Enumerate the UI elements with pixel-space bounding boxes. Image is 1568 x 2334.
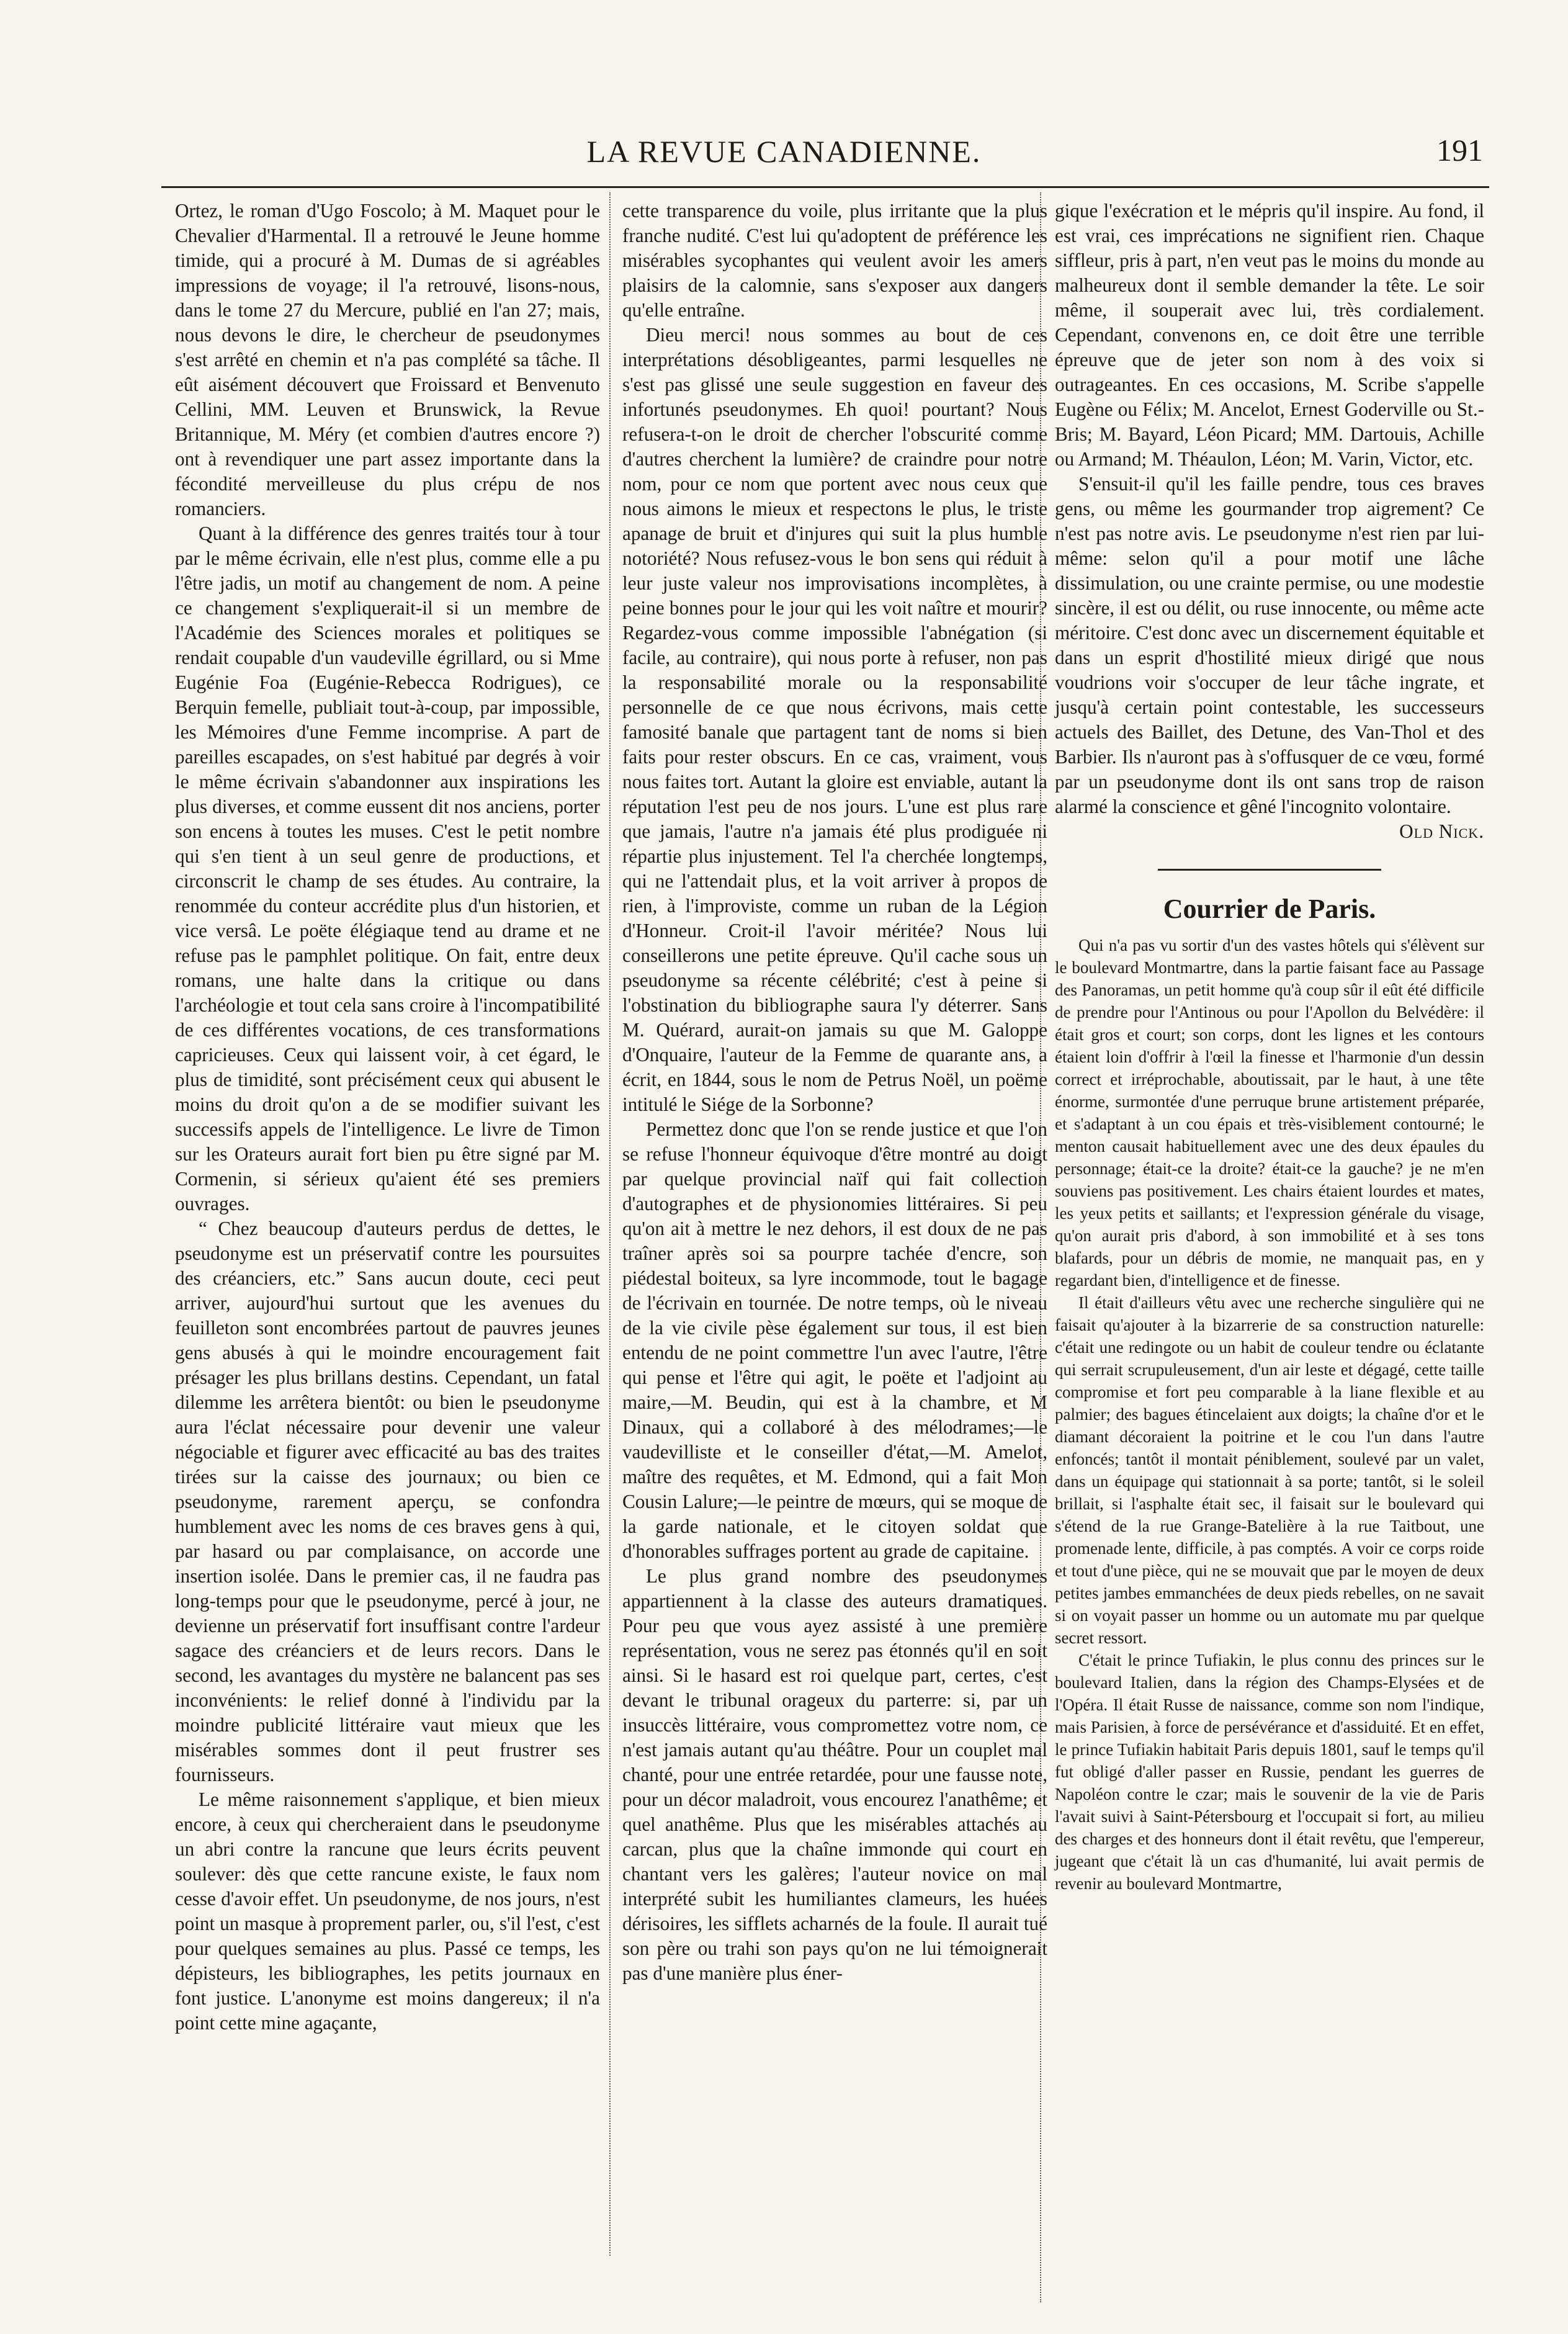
paragraph: Qui n'a pas vu sortir d'un des vastes hôtels qui s'élèvent sur le boulevard Montmartre, dans la partie faisant face au Passage des Panoramas, un petit homme qu'à coup sûr il eût été difficile de prendre pour l'Antinous ou pour l'Apollon du Belvédère: il était gros et court; son corps, dont les lignes et les contours étaient loin d'offrir à l'œil la finesse et l'harmonie d'un dessin correct et irréprochable, aboutissait, par le haut, à une tête énorme, surmontée d'une perruque brune artistement préparée, et s'adaptant à un cou épais et très-visiblement contourné; le menton causait habituellement avec une des deux épaules du personnage; était-ce la droite? était-ce la gauche? je ne m'en souviens pas positivement. Les chairs étaient lourdes et mates, les yeux petits et saillants; et l'expression générale du visage, qu'on aurait pris d'abord, à son immobilité et à ses tons blafards, pour un débris de momie, ne manquait pas, en y regardant bien, d'intelligence et de finesse. <box>1055 936 1484 1290</box>
section-title: Courrier de Paris. <box>1163 894 1376 924</box>
paragraph: Le même raisonnement s'applique, et bien mieux encore, à ceux qui chercheraient dans le pseudonyme un abri contre la rancune que leurs écrits peuvent soulever: dès que cette rancune existe, le faux nom cesse d'avoir effet. Un pseudonyme, de nos jours, n'est point un masque à proprement parler, ou, s'il l'est, c'est pour quelques semaines au plus. Passé ce temps, les dépisteurs, les bibliographes, les petits journaux en font justice. L'anonyme est moins dangereux; il n'a point cette mine agaçante, <box>175 1789 600 2034</box>
column-separator <box>609 192 611 2256</box>
author-signature: Old Nick. <box>1399 820 1484 842</box>
paragraph: Le plus grand nombre des pseudonymes appartiennent à la classe des auteurs dramatiques. Pour peu que vous ayez assisté à une première représentation, vous ne serez pas étonnés qu'il en soit ainsi. Si le hasard est roi quelque part, certes, c'est devant le tribunal orageux du parterre: si, par un insuccès littéraire, vous compromettez votre nom, ce n'est jamais autant qu'au théâtre. Pour un couplet mal chanté, pour une entrée retardée, pour une fausse note, pour un décor maladroit, vous encourez l'anathême; et quel anathême. Plus que les misérables attachés au carcan, plus que la chaîne immonde qui court en chantant vers les galères; l'auteur novice on mal interprété subit les humiliantes clameurs, les huées dérisoires, les sifflets acharnés de la foule. Il aurait tué son père ou trahi son pays qu'on ne lui témoignerait pas d'une manière plus éner- <box>622 1565 1047 1984</box>
paragraph: Permettez donc que l'on se rende justice et que l'on se refuse l'honneur équivoque d'être montré au doigt par quelque provincial naïf qui fait collection d'autographes et de physionomies littéraires. Si peu qu'on ait à mettre le nez dehors, il est doux de ne pas traîner après soi sa pourpre tachée d'encre, son piédestal boiteux, sa lyre incommode, tout le bagage de l'écrivain en tournée. De notre temps, où le niveau de la vie civile pèse également sur tous, il est bien entendu de ne point commettre l'un avec l'autre, l'être qui pense et l'être qui agit, le poëte et l'adjoint au maire,—M. Beudin, qui est à la chambre, et M Dinaux, qui a collaboré à des mélodrames;—le vaudevilliste et le conseiller d'état,—M. Amelot, maître des requêtes, et M. Edmond, qui a fait Mon Cousin Lalure;—le peintre de mœurs, qui se moque de la garde nationale, et le citoyen soldat que d'honorables suffrages portent au grade de capitaine. <box>622 1118 1047 1562</box>
paragraph: S'ensuit-il qu'il les faille pendre, tous ces braves gens, ou même les gourmander trop aigrement? Ce n'est pas notre avis. Le pseudonyme n'est rien par lui-même: selon qu'il a pour motif une lâche dissimulation, ou une crainte permise, ou une modestie sincère, il est ou délit, ou ruse innocente, ou même acte méritoire. C'est donc avec un discernement équitable et dans un esprit d'hostilité mieux dirigé que nous voudrions voir s'occuper de leur tâche ingrate, et jusqu'à certain point contestable, les successeurs actuels des Baillet, des Detune, des Van-Thol et des Barbier. Ils n'auront pas à s'offusquer de ce vœu, formé par un pseudonyme dont ils ont sans trop de raison alarmé la conscience et gêné l'incognito volontaire. <box>1055 473 1484 817</box>
header-rule <box>161 186 1489 188</box>
section-body <box>1055 934 1484 1895</box>
section-rule <box>1158 869 1381 871</box>
column-1 <box>175 199 600 2036</box>
running-title: LA REVUE CANADIENNE. <box>586 134 982 169</box>
page-number: 191 <box>1436 133 1483 168</box>
paragraph: gique l'exécration et le mépris qu'il inspire. Au fond, il est vrai, ces imprécations ne signifient rien. Chaque siffleur, pris à part, n'en veut pas le moins du monde au malheureux dont il semble demander la tête. Le soir même, il souperait avec lui, très cordialement. Cependant, convenons en, ce doit être une terrible épreuve que de jeter son nom à des voix si outrageantes. En ces occasions, M. Scribe s'appelle Eugène ou Félix; M. Ancelot, Ernest Goderville ou St.-Bris; M. Bayard, Léon Picard; MM. Dartouis, Achille ou Armand; M. Théaulon, Léon; M. Varin, Victor, etc. <box>1055 200 1484 470</box>
paragraph: Quant à la différence des genres traités tour à tour par le même écrivain, elle n'est plus, comme elle a pu l'être jadis, un motif au changement de nom. A peine ce changement s'expliquerait-il si un membre de l'Académie des Sciences morales et politiques se rendait coupable d'un vaudeville égrillard, ou si Mme Eugénie Foa (Eugénie-Rebecca Rodrigues), ce Berquin femelle, publiait tout-à-coup, par impossible, les Mémoires d'une Femme incomprise. A part de pareilles escapades, on s'est habitué par degrés à voir le même écrivain s'abandonner aux inspirations les plus diverses, et comme eussent dit nos anciens, porter son encens à toutes les muses. C'est le petit nombre qui s'en tient à un seul genre de productions, et circonscrit le champ de ses études. Au contraire, la renommée du conteur accrédite plus d'un historien, et vice versâ. Le poëte élégiaque tend au drame et ne refuse pas le pamphlet politique. On fait, entre deux romans, une halte dans la critique ou dans l'archéologie et tout cela sans croire à l'incompatibilité de ces différentes vocations, de ces transformations capricieuses. Ceux qui laissent voir, à cet égard, le plus de timidité, sont précisément ceux qui abusent le moins du droit qu'on a de se modifier suivant les successifs appels de l'intelligence. Le livre de Timon sur les Orateurs aurait fort bien pu être signé par M. Cormenin, si sérieux qu'aient été ses premiers ouvrages. <box>175 523 600 1214</box>
paragraph: Il était d'ailleurs vêtu avec une recherche singulière qui ne faisait qu'ajouter à la bizarrerie de sa construction naturelle: c'était une redingote ou un habit de couleur tendre ou éclatante qui serrait scrupuleusement, d'un air leste et dégagé, cette taille compromise et fort peu comparable à la liane flexible et au palmier; des bagues étincelaient aux doigts; la chaîne d'or et le diamant décoraient la poitrine et le cou l'un dans l'autre enfoncés; tantôt il montait péniblement, soulevé par un valet, dans un équipage qui stationnait à sa porte; tantôt, si le soleil brillait, si l'asphalte était sec, il faisait sur le boulevard qui s'étend de la rue Grange-Batelière à la rue Taitbout, une promenade lente, difficile, à pas comptés. A voir ce corps roide et tout d'une pièce, qui ne se mouvait que par le moyen de deux petites jambes emmanchées de deux pieds rebelles, on ne savait si on voyait passer un homme ou un automate mu par quelque secret ressort. <box>1055 1293 1484 1647</box>
paragraph: Ortez, le roman d'Ugo Foscolo; à M. Maquet pour le Chevalier d'Harmental. Il a retrouvé le Jeune homme timide, qui a procuré à M. Dumas de si agréables impressions de voyage; il l'a retrouvé, lisons-nous, dans le tome 27 du Mercure, publié en l'an 27; mais, nous devons le dire, le chercheur de pseudonymes s'est arrêté en chemin et n'a pas complété sa tâche. Il eût aisément découvert que Froissard et Benvenuto Cellini, MM. Leuven et Brunswick, la Revue Britannique, M. Méry (et combien d'autres encore ?) ont à revendiquer une part assez importante dans la fécondité merveilleuse du plus crépu de nos romanciers. <box>175 200 600 519</box>
column-2 <box>622 199 1047 1986</box>
paragraph: cette transparence du voile, plus irritante que la plus franche nudité. C'est lui qu'adoptent de préférence les misérables sycophantes qui veulent avoir les amers plaisirs de la calomnie, sans s'exposer aux dangers qu'elle entraîne. <box>622 200 1047 321</box>
paragraph: “ Chez beaucoup d'auteurs perdus de dettes, le pseudonyme est un préservatif contre les poursuites des créanciers, etc.” Sans aucun doute, ceci peut arriver, aujourd'hui surtout que les avenues du feuilleton sont encombrées partout de pauvres jeunes gens abusés à qui le moindre encouragement fait présager les plus brillans destins. Cependant, un fatal dilemme les arrêtera bientôt: ou bien le pseudonyme aura l'éclat nécessaire pour devenir une valeur négociable et figurer avec efficacité au bas des traites tirées sur la caisse des journaux; ou bien ce pseudonyme, rarement aperçu, se confondra humblement avec les noms de ces braves gens à qui, par hasard ou par complaisance, on accorde une insertion isolée. Dans le premier cas, il ne faudra pas long-temps pour que le pseudonyme, percé à jour, ne devienne un préservatif fort insuffisant contre l'ardeur sagace des créanciers et de leurs recors. Dans le second, les avantages du mystère ne balancent pas ses inconvénients: le relief donné à l'individu par la moindre publicité littéraire vaut mieux que les misérables sommes dont il peut frustrer ses fournisseurs. <box>175 1218 600 1785</box>
paragraph: C'était le prince Tufiakin, le plus connu des princes sur le boulevard Italien, dans la région des Champs-Elysées et de l'Opéra. Il était Russe de naissance, comme son nom l'indique, mais Parisien, à force de persévérance et d'assiduité. Et en effet, le prince Tufiakin habitait Paris depuis 1801, sauf le temps qu'il fut obligé d'aller passer en Russie, pendant les guerres de Napoléon contre le czar; mais le souvenir de la vie de Paris l'avait suivi à Saint-Pétersbourg et l'occupait si fort, au milieu des charges et des honneurs dont il était revêtu, que l'empereur, jugeant que c'était là un cas d'humanité, lui avait permis de revenir au boulevard Montmartre, <box>1055 1651 1484 1893</box>
column-3 <box>1055 199 1484 1895</box>
paragraph: Dieu merci! nous sommes au bout de ces interprétations désobligeantes, parmi lesquelles ne s'est pas glissé une seule suggestion en faveur des infortunés pseudonymes. Eh quoi! pourtant? Nous refusera-t-on le droit de chercher l'obscurité comme d'autres cherchent la lumière? de craindre pour notre nom, pour ce nom que portent avec nous ceux que nous aimons le mieux et respectons le plus, le triste apanage de bruit et d'injures qui suit la plus humble notoriété? Nous refusez-vous le bon sens qui réduit à leur juste valeur nos improvisations incomplètes, à peine bonnes pour le jour qui les voit naître et mourir? Regardez-vous comme impossible l'abnégation (si facile, au contraire), qui nous porte à refuser, non pas la responsabilité morale ou la responsabilité personnelle de ce que nous écrivons, mais cette famosité banale que partagent tant de noms si bien faits pour rester obscurs. En ce cas, vraiment, vous nous faites tort. Autant la gloire est enviable, autant la réputation l'est peu de nos jours. L'une est plus rare que jamais, l'autre n'a jamais été plus prodiguée ni répartie plus injustement. Tel l'a cherchée longtemps, qui ne l'attendait plus, et la voit arriver à propos de rien, à l'improviste, comme un ruban de la Légion d'Honneur. Croit-il l'avoir méritée? Nous lui conseillerons une petite épreuve. Qu'il cache sous un pseudonyme sa récente célébrité; c'est à peine si l'obstination du bibliographe saura l'y déterrer. Sans M. Quérard, aurait-on jamais su que M. Galoppe d'Onquaire, l'auteur de la Femme de quarante ans, a écrit, en 1844, sous le nom de Petrus Noël, un poëme intitulé le Siége de la Sorbonne? <box>622 324 1047 1115</box>
